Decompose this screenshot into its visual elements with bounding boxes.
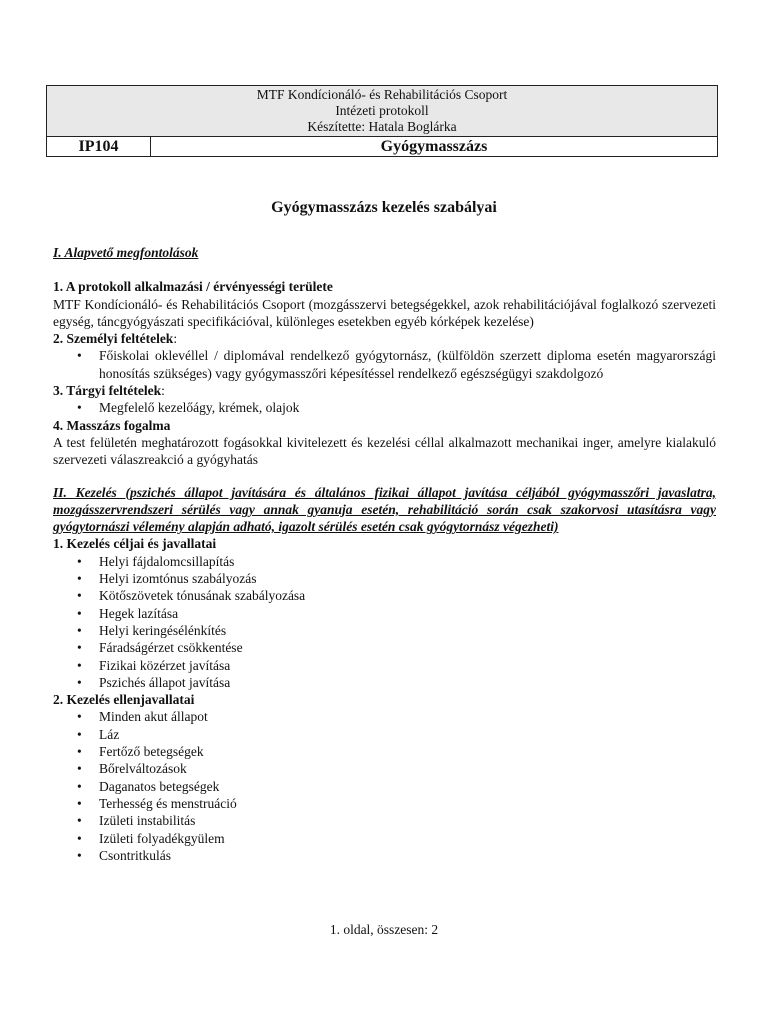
list-item	[53, 743, 716, 760]
list-item	[53, 399, 716, 416]
bullet-icon: •	[77, 588, 82, 604]
list-item-text: Daganatos betegségek	[99, 778, 220, 794]
bullet-icon: •	[77, 795, 82, 811]
list-item	[53, 708, 716, 725]
list-item-text: Terhesség és menstruáció	[99, 795, 237, 811]
list-item-text: Izületi instabilitás	[99, 813, 196, 829]
header-document-type: Intézeti protokoll	[335, 103, 429, 118]
list-item-text: Bőrelváltozások	[99, 761, 187, 777]
list-item	[53, 812, 716, 829]
list-item	[53, 830, 716, 847]
protocol-header-table	[46, 85, 718, 157]
section-2-p1-heading: 1. Kezelés céljai és javallatai	[53, 536, 217, 552]
colon: :	[161, 383, 165, 399]
bullet-icon: •	[77, 348, 82, 364]
protocol-code: IP104	[47, 137, 151, 156]
list-item-text: Helyi fájdalomcsillapítás	[99, 553, 235, 569]
bullet-icon: •	[77, 571, 82, 587]
list-item-text: Helyi keringésélénkítés	[99, 622, 227, 638]
list-item-text: Megfelelő kezelőágy, krémek, olajok	[99, 400, 300, 416]
list-item-text: Pszichés állapot javítása	[99, 674, 231, 690]
list-item-text: Helyi izomtónus szabályozás	[99, 571, 257, 587]
header-code-row	[47, 137, 717, 156]
list-item	[53, 553, 716, 570]
bullet-icon: •	[77, 622, 82, 638]
header-info-cell	[47, 86, 717, 137]
bullet-icon: •	[77, 726, 82, 742]
list-item-text: Fertőző betegségek	[99, 744, 204, 760]
list-item-text: Minden akut állapot	[99, 709, 208, 725]
section-1-p4-heading: 4. Masszázs fogalma	[53, 417, 171, 433]
contraindications-list	[53, 708, 716, 864]
header-author: Készítette: Hatala Boglárka	[307, 119, 457, 134]
section-2-heading: II. Kezelés (pszichés állapot javítására és általános fizikai állapot javítása céljából gyógymasszőri javaslatra, mozgásszervrendszeri sérülés vagy annak gyanuja esetén, rehabilitáció során csak szakorvosi utasításra vagy gyógytornászi vélemény alapján adható, igazolt sérülés esetén csak gyógytornász végezheti)	[53, 484, 716, 535]
list-item	[53, 674, 716, 691]
header-organization: MTF Kondícionáló- és Rehabilitációs Csoport	[256, 87, 508, 102]
list-item	[53, 847, 716, 864]
list-item-text: Hegek lazítása	[99, 605, 179, 621]
list-item-text: Fáradságérzet csökkentése	[99, 640, 243, 656]
list-item-text: Láz	[99, 726, 120, 742]
bullet-icon: •	[77, 640, 82, 656]
list-item	[53, 622, 716, 639]
list-item	[53, 347, 716, 382]
colon: :	[173, 331, 178, 347]
protocol-name: Gyógymasszázs	[380, 138, 488, 155]
bullet-icon: •	[77, 605, 82, 621]
section-1-p2-heading-line	[53, 330, 716, 347]
section-1-p1-heading: 1. A protokoll alkalmazási / érvényességi területe	[53, 279, 333, 295]
list-item	[53, 795, 716, 812]
list-item-text: Főiskolai oklevéllel / diplomával rendelkező gyógytornász, (külföldön szerzett diploma esetén magyarországi honosítás szükséges) vagy gyógymasszőri képesítéssel rendelkező egészségügyi szakdolgozó	[99, 348, 716, 381]
page-footer: 1. oldal, összesen: 2	[329, 922, 439, 937]
material-requirements-list	[53, 399, 716, 416]
list-item	[53, 760, 716, 777]
list-item	[53, 726, 716, 743]
section-1-p3-heading: 3. Tárgyi feltételek	[53, 383, 162, 399]
section-1-p3-heading-line	[53, 382, 716, 399]
section-1-p1-text: MTF Kondícionáló- és Rehabilitációs Csoport (mozgásszervi betegségekkel, azok rehabilitációjával foglalkozó szervezeti egység, táncgyógyászati specifikációval, különleges esetekben egyéb kórképek kezelése)	[53, 296, 716, 329]
personnel-requirements-list	[53, 347, 716, 382]
section-1-p4-text: A test felületén meghatározott fogásokkal kivitelezett és kezelési céllal alkalmazott mechanikai inger, amelyre kialakuló szervezeti válaszreakció a gyógyhatás	[53, 434, 716, 468]
document-title: Gyógymasszázs kezelés szabályai	[271, 199, 497, 216]
section-1-p2-heading: 2. Személyi feltételek	[53, 331, 174, 347]
bullet-icon: •	[77, 657, 82, 673]
list-item-text: Fizikai közérzet javítása	[99, 657, 231, 673]
list-item	[53, 639, 716, 656]
list-item	[53, 587, 716, 604]
list-item-text: Csontritkulás	[99, 847, 172, 863]
bullet-icon: •	[77, 847, 82, 863]
indications-list	[53, 553, 716, 691]
bullet-icon: •	[77, 830, 82, 846]
bullet-icon: •	[77, 761, 82, 777]
list-item	[53, 778, 716, 795]
bullet-icon: •	[77, 709, 82, 725]
document-body	[53, 244, 716, 864]
list-item	[53, 657, 716, 674]
section-2-p2-heading: 2. Kezelés ellenjavallatai	[53, 692, 195, 708]
bullet-icon: •	[77, 813, 82, 829]
list-item-text: Kötőszövetek tónusának szabályozása	[99, 588, 306, 604]
bullet-icon: •	[77, 553, 82, 569]
list-item-text: Izületi folyadékgyülem	[99, 830, 225, 846]
bullet-icon: •	[77, 400, 82, 416]
section-1-heading: I. Alapvető megfontolások	[53, 245, 199, 260]
bullet-icon: •	[77, 674, 82, 690]
bullet-icon: •	[77, 778, 82, 794]
list-item	[53, 605, 716, 622]
bullet-icon: •	[77, 744, 82, 760]
list-item	[53, 570, 716, 587]
